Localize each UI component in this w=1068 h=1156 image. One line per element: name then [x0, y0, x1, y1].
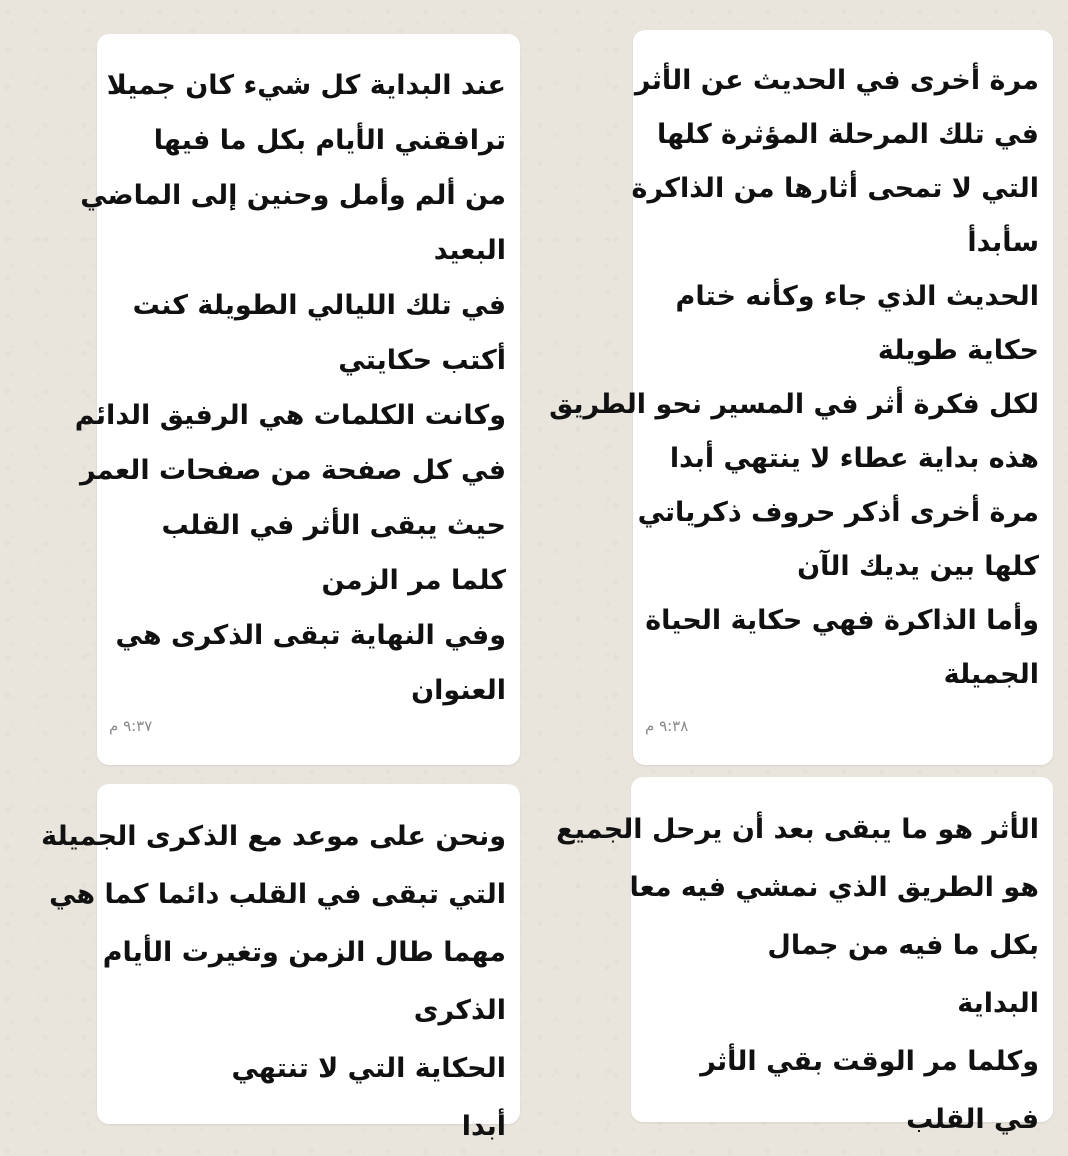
message-line: وكلما مر الوقت بقي الأثر [700, 1046, 1039, 1077]
message-line: حيث يبقى الأثر في القلب [161, 510, 506, 541]
message-line: مرة أخرى أذكر حروف ذكرياتي [637, 497, 1039, 528]
message-line: العنوان [411, 675, 506, 706]
message-bubble[interactable] [556, 777, 1053, 1135]
message-line: الحكاية التي لا تنتهي [231, 1053, 506, 1084]
message-line: الجميلة [943, 659, 1039, 690]
message-line: أبدا [461, 1111, 506, 1142]
message-line: الأثر هو ما يبقى بعد أن يرحل الجميع [556, 814, 1039, 845]
message-line: ونحن على موعد مع الذكرى الجميلة [41, 821, 506, 852]
message-text [41, 808, 506, 1156]
message-bubble[interactable] [549, 30, 1053, 765]
message-line: هو الطريق الذي نمشي فيه معا [629, 872, 1039, 903]
message-timestamp: ٩:٣٨ م [645, 717, 689, 735]
message-bubble[interactable] [74, 34, 520, 765]
message-line: وأما الذاكرة فهي حكاية الحياة [645, 605, 1039, 636]
message-line: وكانت الكلمات هي الرفيق الدائم [74, 400, 506, 431]
message-timestamp: ٩:٣٧ م [109, 717, 153, 735]
message-line: بكل ما فيه من جمال [767, 930, 1039, 961]
message-line: التي تبقى في القلب دائما كما هي [49, 879, 506, 910]
message-line: سأبدأ [967, 227, 1039, 258]
message-line: البعيد [433, 235, 506, 266]
message-line: الحديث الذي جاء وكأنه ختام [675, 281, 1039, 312]
message-line: مهما طال الزمن وتغيرت الأيام [102, 937, 506, 968]
message-line: كلما مر الزمن [321, 565, 506, 596]
message-line: وفي النهاية تبقى الذكرى هي [115, 620, 506, 651]
message-text [556, 801, 1039, 1149]
message-line: في كل صفحة من صفحات العمر [80, 455, 506, 486]
message-line: البداية [957, 988, 1039, 1019]
message-text [549, 54, 1039, 702]
message-line: عند البداية كل شيء كان جميلا [106, 70, 506, 101]
message-line: ترافقني الأيام بكل ما فيها [153, 125, 506, 156]
message-line: في القلب [906, 1104, 1039, 1135]
message-line: أكتب حكايتي [338, 345, 506, 376]
message-line: في تلك المرحلة المؤثرة كلها [656, 119, 1039, 150]
message-line: الذكرى [413, 995, 506, 1026]
message-line: في تلك الليالي الطويلة كنت [132, 290, 506, 321]
message-line: حكاية طويلة [877, 335, 1039, 366]
message-line: هذه بداية عطاء لا ينتهي أبدا [669, 443, 1039, 474]
message-line: مرة أخرى في الحديث عن الأثر [634, 65, 1039, 96]
message-line: التي لا تمحى أثارها من الذاكرة [631, 173, 1039, 204]
message-line: كلها بين يديك الآن [797, 551, 1039, 582]
message-line: من ألم وأمل وحنين إلى الماضي [80, 180, 506, 211]
message-line: لكل فكرة أثر في المسير نحو الطريق [549, 389, 1039, 420]
message-bubble[interactable] [41, 784, 520, 1142]
message-text [74, 58, 506, 718]
